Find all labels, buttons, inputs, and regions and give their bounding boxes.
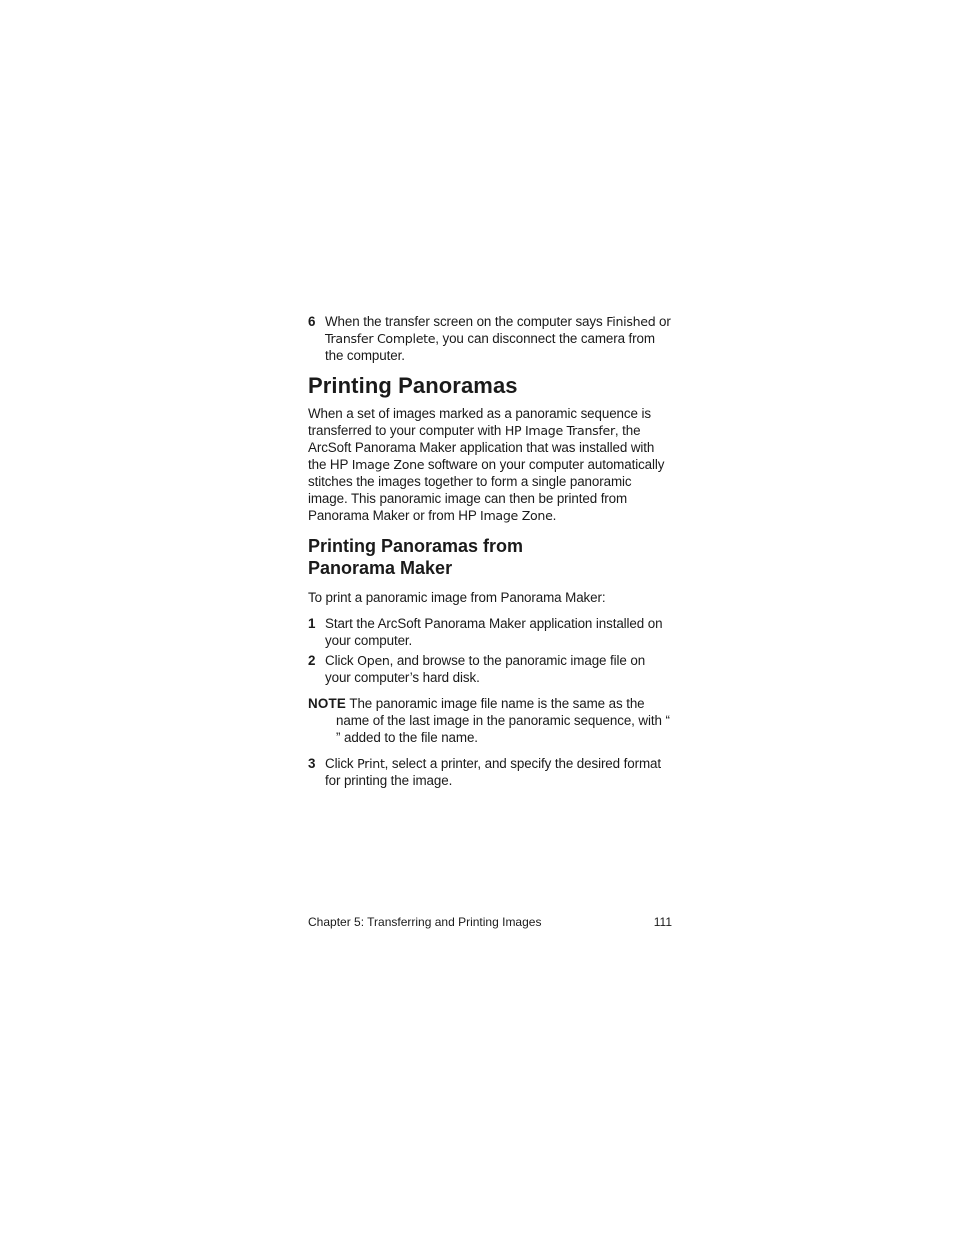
ui-term-print: Print xyxy=(357,756,385,771)
paragraph-text: , the ArcSoft Panorama Maker application that was installed with the HP xyxy=(308,423,655,472)
note-text: The panoramic image file name is the same as the name of the last image in the panoramic sequence, with “ ” added to the file name. xyxy=(336,696,670,745)
footer-chapter-title: Chapter 5: Transferring and Printing Images xyxy=(308,915,542,929)
paragraph-text: . xyxy=(552,508,557,523)
step-text: , select a printer, and specify the desired format for printing the image. xyxy=(325,756,661,788)
step-text: , you can disconnect the camera from the computer. xyxy=(325,331,655,363)
note-label: NOTE xyxy=(308,696,346,711)
subsection-heading-line-1: Printing Panoramas from xyxy=(308,536,524,556)
step-3 xyxy=(308,755,674,789)
step-number: 2 xyxy=(308,653,316,668)
step-number: 6 xyxy=(308,314,316,329)
step-1 xyxy=(308,615,674,649)
paragraph-text: When a set of images marked as a panoramic sequence is transferred to your computer with xyxy=(308,406,651,438)
ui-term-finished: Finished xyxy=(606,314,656,329)
ui-term-hp-image-transfer: HP Image Transfer xyxy=(504,423,615,438)
ui-term-image-zone: Image Zone xyxy=(351,457,425,472)
ui-term-image-zone: Image Zone xyxy=(480,508,553,523)
step-2 xyxy=(308,652,674,686)
note-block xyxy=(308,695,674,746)
page-footer xyxy=(308,914,674,930)
ui-term-open: Open xyxy=(357,653,390,668)
ui-term-transfer-complete: Transfer Complete xyxy=(325,331,436,346)
step-number: 3 xyxy=(308,756,316,771)
subsection-heading xyxy=(308,535,674,579)
step-text: When the transfer screen on the computer says xyxy=(325,314,607,329)
step-text: Click xyxy=(325,653,358,668)
step-text: Start the ArcSoft Panorama Maker application installed on your computer. xyxy=(325,616,663,648)
step-text: , and browse to the panoramic image file on your computer’s hard disk. xyxy=(325,653,646,685)
subsection-heading-line-2: Panorama Maker xyxy=(308,558,453,578)
intro-paragraph xyxy=(308,405,674,524)
paragraph-text: software on your computer automatically stitches the images together to form a single panoramic image. This panoramic image can then be printed from Panorama Maker or from HP xyxy=(308,457,665,523)
section-heading: Printing Panoramas xyxy=(308,373,518,398)
page-number: 111 xyxy=(653,915,672,929)
step-number: 1 xyxy=(308,616,316,631)
step-text: Click xyxy=(325,756,358,771)
step-text: or xyxy=(655,314,671,329)
lead-paragraph: To print a panoramic image from Panorama Maker: xyxy=(308,590,606,605)
step-6 xyxy=(308,313,674,364)
